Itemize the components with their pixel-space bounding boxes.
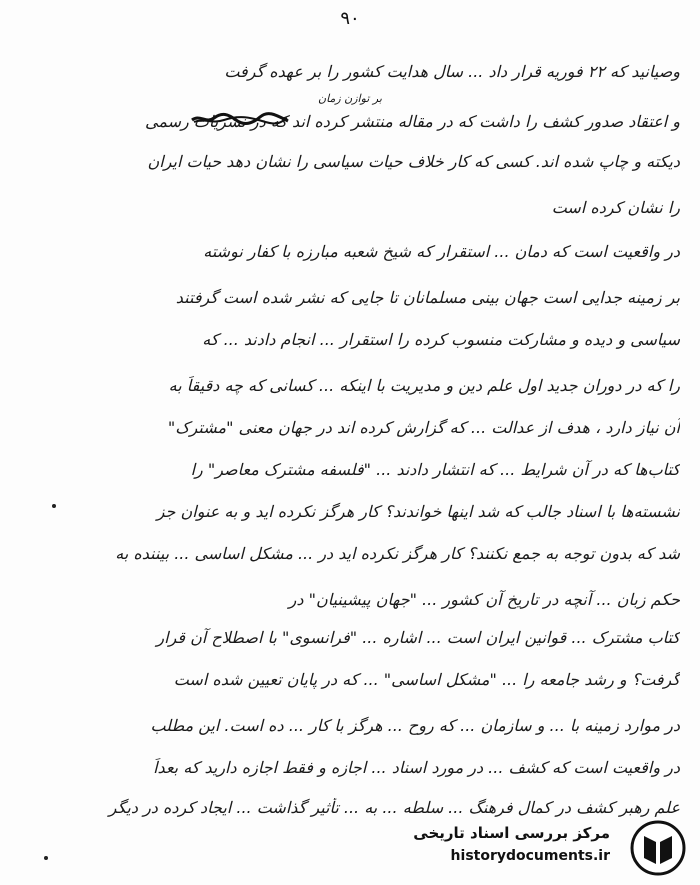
text-line: سیاسی و دیده و مشارکت منسوب کرده را استقرار ... انجام دادند ... که — [202, 330, 680, 349]
text-line: گرفت؟ و رشد جامعه را ... "مشکل اساسی" ... که در پایان تعیین شده است — [173, 670, 680, 689]
text-line: را نشان کرده است — [551, 198, 680, 217]
text-line: را که در دوران جدید اول علم دین و مدیریت با اینکه ... کسانی که چه دقیقاً به — [168, 376, 680, 395]
text-line: کتاب مشترک ... قوانین ایران است ... اشاره ... "فرانسوی" با اصطلاح آن قرار — [156, 628, 680, 647]
text-line: علم رهبر کشف در کمال فرهنگ ... سلطه ... به ... تأثیر گذاشت ... ایجاد کرده در دیگر — [108, 798, 680, 817]
text-line: دیکته و چاپ شده اند. کسی که کار خلاف حیات سیاسی را نشان دهد حیات ایران — [147, 152, 680, 171]
text-line: در واقعیت است که کشف ... در مورد اسناد ... اجازه و فقط اجازه دارید که بعداً — [153, 758, 680, 777]
text-line: کتاب‌ها که در آن شرایط ... که انتشار دادند ... "فلسفه مشترک معاصر" را — [190, 460, 680, 479]
interlinear-insert: بر توازن زمان — [318, 92, 382, 105]
text-line: بر زمینه جدایی است جهان بینی مسلمانان تا جایی که نشر شده است گرفتند — [175, 288, 680, 307]
watermark-url: historydocuments.ir — [450, 848, 610, 864]
watermark-title: مرکز بررسی اسناد تاریخی — [413, 824, 610, 842]
ink-mark — [52, 504, 56, 508]
text-line: و اعتقاد صدور کشف را داشت که در مقاله منتشر کرده اند که در نشریات رسمی — [144, 112, 680, 131]
archive-watermark — [413, 818, 690, 878]
archive-logo-icon — [630, 820, 686, 876]
crossed-out-text — [190, 112, 290, 126]
text-line: حکم زبان ... آنچه در تاریخ آن کشور ... "جهان پیشینیان" در — [288, 590, 680, 609]
text-line: در واقعیت است که دمان ... استقرار که شیخ شعبه مبارزه با کفار نوشته — [203, 242, 680, 261]
text-line: وصیانید که ۲۲ فوریه قرار داد ... سال هدایت کشور را بر عهده گرفت — [224, 62, 680, 81]
text-line: آن نیاز دارد ، هدف از عدالت ... که گزارش کرده اند در جهان معنی "مشترک" — [167, 418, 680, 437]
ink-mark — [44, 856, 48, 860]
text-line: شد که بدون توجه به جمع نکنند؟ کار هرگز نکرده اید در ... مشکل اساسی ... بیننده به — [115, 544, 680, 563]
page-number: ۹۰ — [340, 8, 360, 29]
text-line: در موارد زمینه با ... و سازمان ... که روح ... هرگز با کار ... ده است. این مطلب — [150, 716, 680, 735]
text-line: نشسته‌ها با اسناد جالب که شد اینها خواندند؟ کار هرگز نکرده اید و به عنوان جز — [156, 502, 680, 521]
